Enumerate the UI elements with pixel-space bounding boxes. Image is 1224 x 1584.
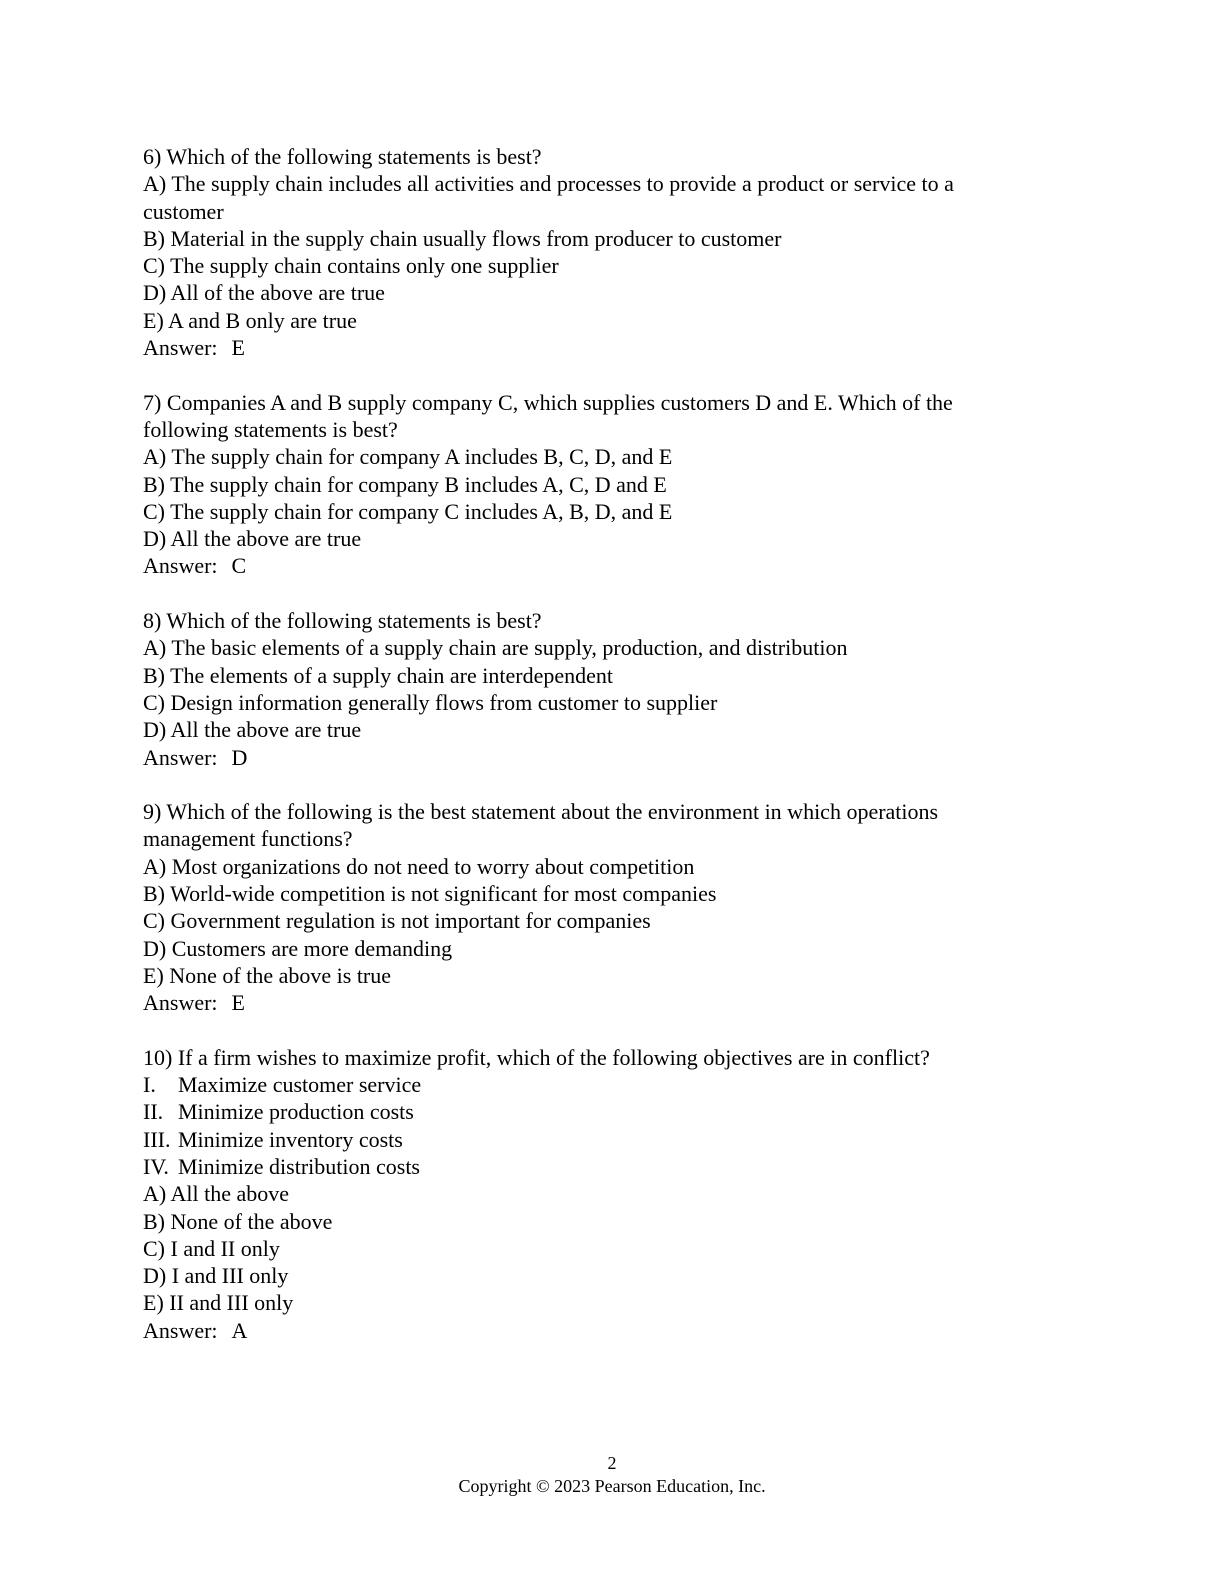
answer-line <box>143 552 1038 579</box>
roman-numeral: II. <box>143 1099 164 1125</box>
question-block <box>143 798 1038 1016</box>
page-footer <box>0 1452 1224 1498</box>
question-stem: 8) Which of the following statements is best? <box>143 608 542 634</box>
answer-option: E) A and B only are true <box>143 307 357 333</box>
answer-label: Answer: <box>143 553 218 579</box>
answer-option: E) II and III only <box>143 1290 294 1316</box>
answer-option: D) I and III only <box>143 1263 289 1289</box>
answer-line <box>143 744 1038 771</box>
answer-line <box>143 989 1038 1016</box>
answer-option: C) The supply chain contains only one supplier <box>143 253 559 279</box>
answer-option: A) The basic elements of a supply chain are supply, production, and distribution <box>143 635 848 661</box>
answer-option: C) Design information generally flows from customer to supplier <box>143 689 718 715</box>
answer-option: A) The supply chain for company A includes B, C, D, and E <box>143 444 673 470</box>
roman-item <box>143 1126 1038 1153</box>
answer-label: Answer: <box>143 744 218 770</box>
question-stem: 7) Companies A and B supply company C, which supplies customers D and E. Which of the following statements is best? <box>143 389 953 442</box>
question-block <box>143 143 1038 361</box>
question-list <box>143 143 1038 1371</box>
question-stem: 10) If a firm wishes to maximize profit, which of the following objectives are in conflict? <box>143 1044 930 1070</box>
roman-numeral: III. <box>143 1126 171 1152</box>
page-number: 2 <box>607 1453 617 1473</box>
question-block <box>143 607 1038 771</box>
roman-text: Minimize distribution costs <box>178 1153 420 1179</box>
roman-text: Minimize inventory costs <box>178 1126 403 1152</box>
answer-option: D) All the above are true <box>143 526 362 552</box>
answer-option: C) I and II only <box>143 1235 280 1261</box>
answer-option: E) None of the above is true <box>143 962 392 988</box>
roman-text: Minimize production costs <box>178 1099 414 1125</box>
answer-option: B) None of the above <box>143 1208 333 1234</box>
answer-option: C) The supply chain for company C includes A, B, D, and E <box>143 498 673 524</box>
answer-option: D) All of the above are true <box>143 280 385 306</box>
answer-option: D) All the above are true <box>143 717 362 743</box>
question-stem: 6) Which of the following statements is best? <box>143 144 542 169</box>
roman-item <box>143 1153 1038 1180</box>
question-block <box>143 1044 1038 1344</box>
answer-value: E <box>231 990 245 1016</box>
answer-value: D <box>231 744 248 770</box>
answer-label: Answer: <box>143 990 218 1016</box>
roman-text: Maximize customer service <box>178 1072 422 1098</box>
answer-option: A) The supply chain includes all activities and processes to provide a product or service to a customer <box>143 171 954 224</box>
answer-option: B) World-wide competition is not significant for most companies <box>143 881 717 907</box>
copyright-notice: Copyright © 2023 Pearson Education, Inc. <box>458 1476 766 1496</box>
roman-numeral: I. <box>143 1072 156 1098</box>
answer-option: B) The supply chain for company B includes A, C, D and E <box>143 471 667 497</box>
answer-value: C <box>231 553 247 579</box>
answer-label: Answer: <box>143 335 218 361</box>
answer-label: Answer: <box>143 1317 218 1343</box>
answer-line <box>143 334 1038 361</box>
answer-option: A) Most organizations do not need to worry about competition <box>143 853 695 879</box>
answer-line <box>143 1317 1038 1344</box>
roman-item <box>143 1071 1038 1098</box>
answer-option: A) All the above <box>143 1181 290 1207</box>
answer-option: D) Customers are more demanding <box>143 935 453 961</box>
question-stem: 9) Which of the following is the best statement about the environment in which operations management functions? <box>143 799 939 852</box>
question-block <box>143 389 1038 580</box>
answer-option: B) The elements of a supply chain are interdependent <box>143 662 613 688</box>
answer-value: A <box>231 1317 248 1343</box>
answer-option: C) Government regulation is not important for companies <box>143 908 651 934</box>
answer-value: E <box>231 335 245 361</box>
roman-numeral: IV. <box>143 1153 169 1179</box>
answer-option: B) Material in the supply chain usually flows from producer to customer <box>143 225 782 251</box>
roman-item <box>143 1098 1038 1125</box>
